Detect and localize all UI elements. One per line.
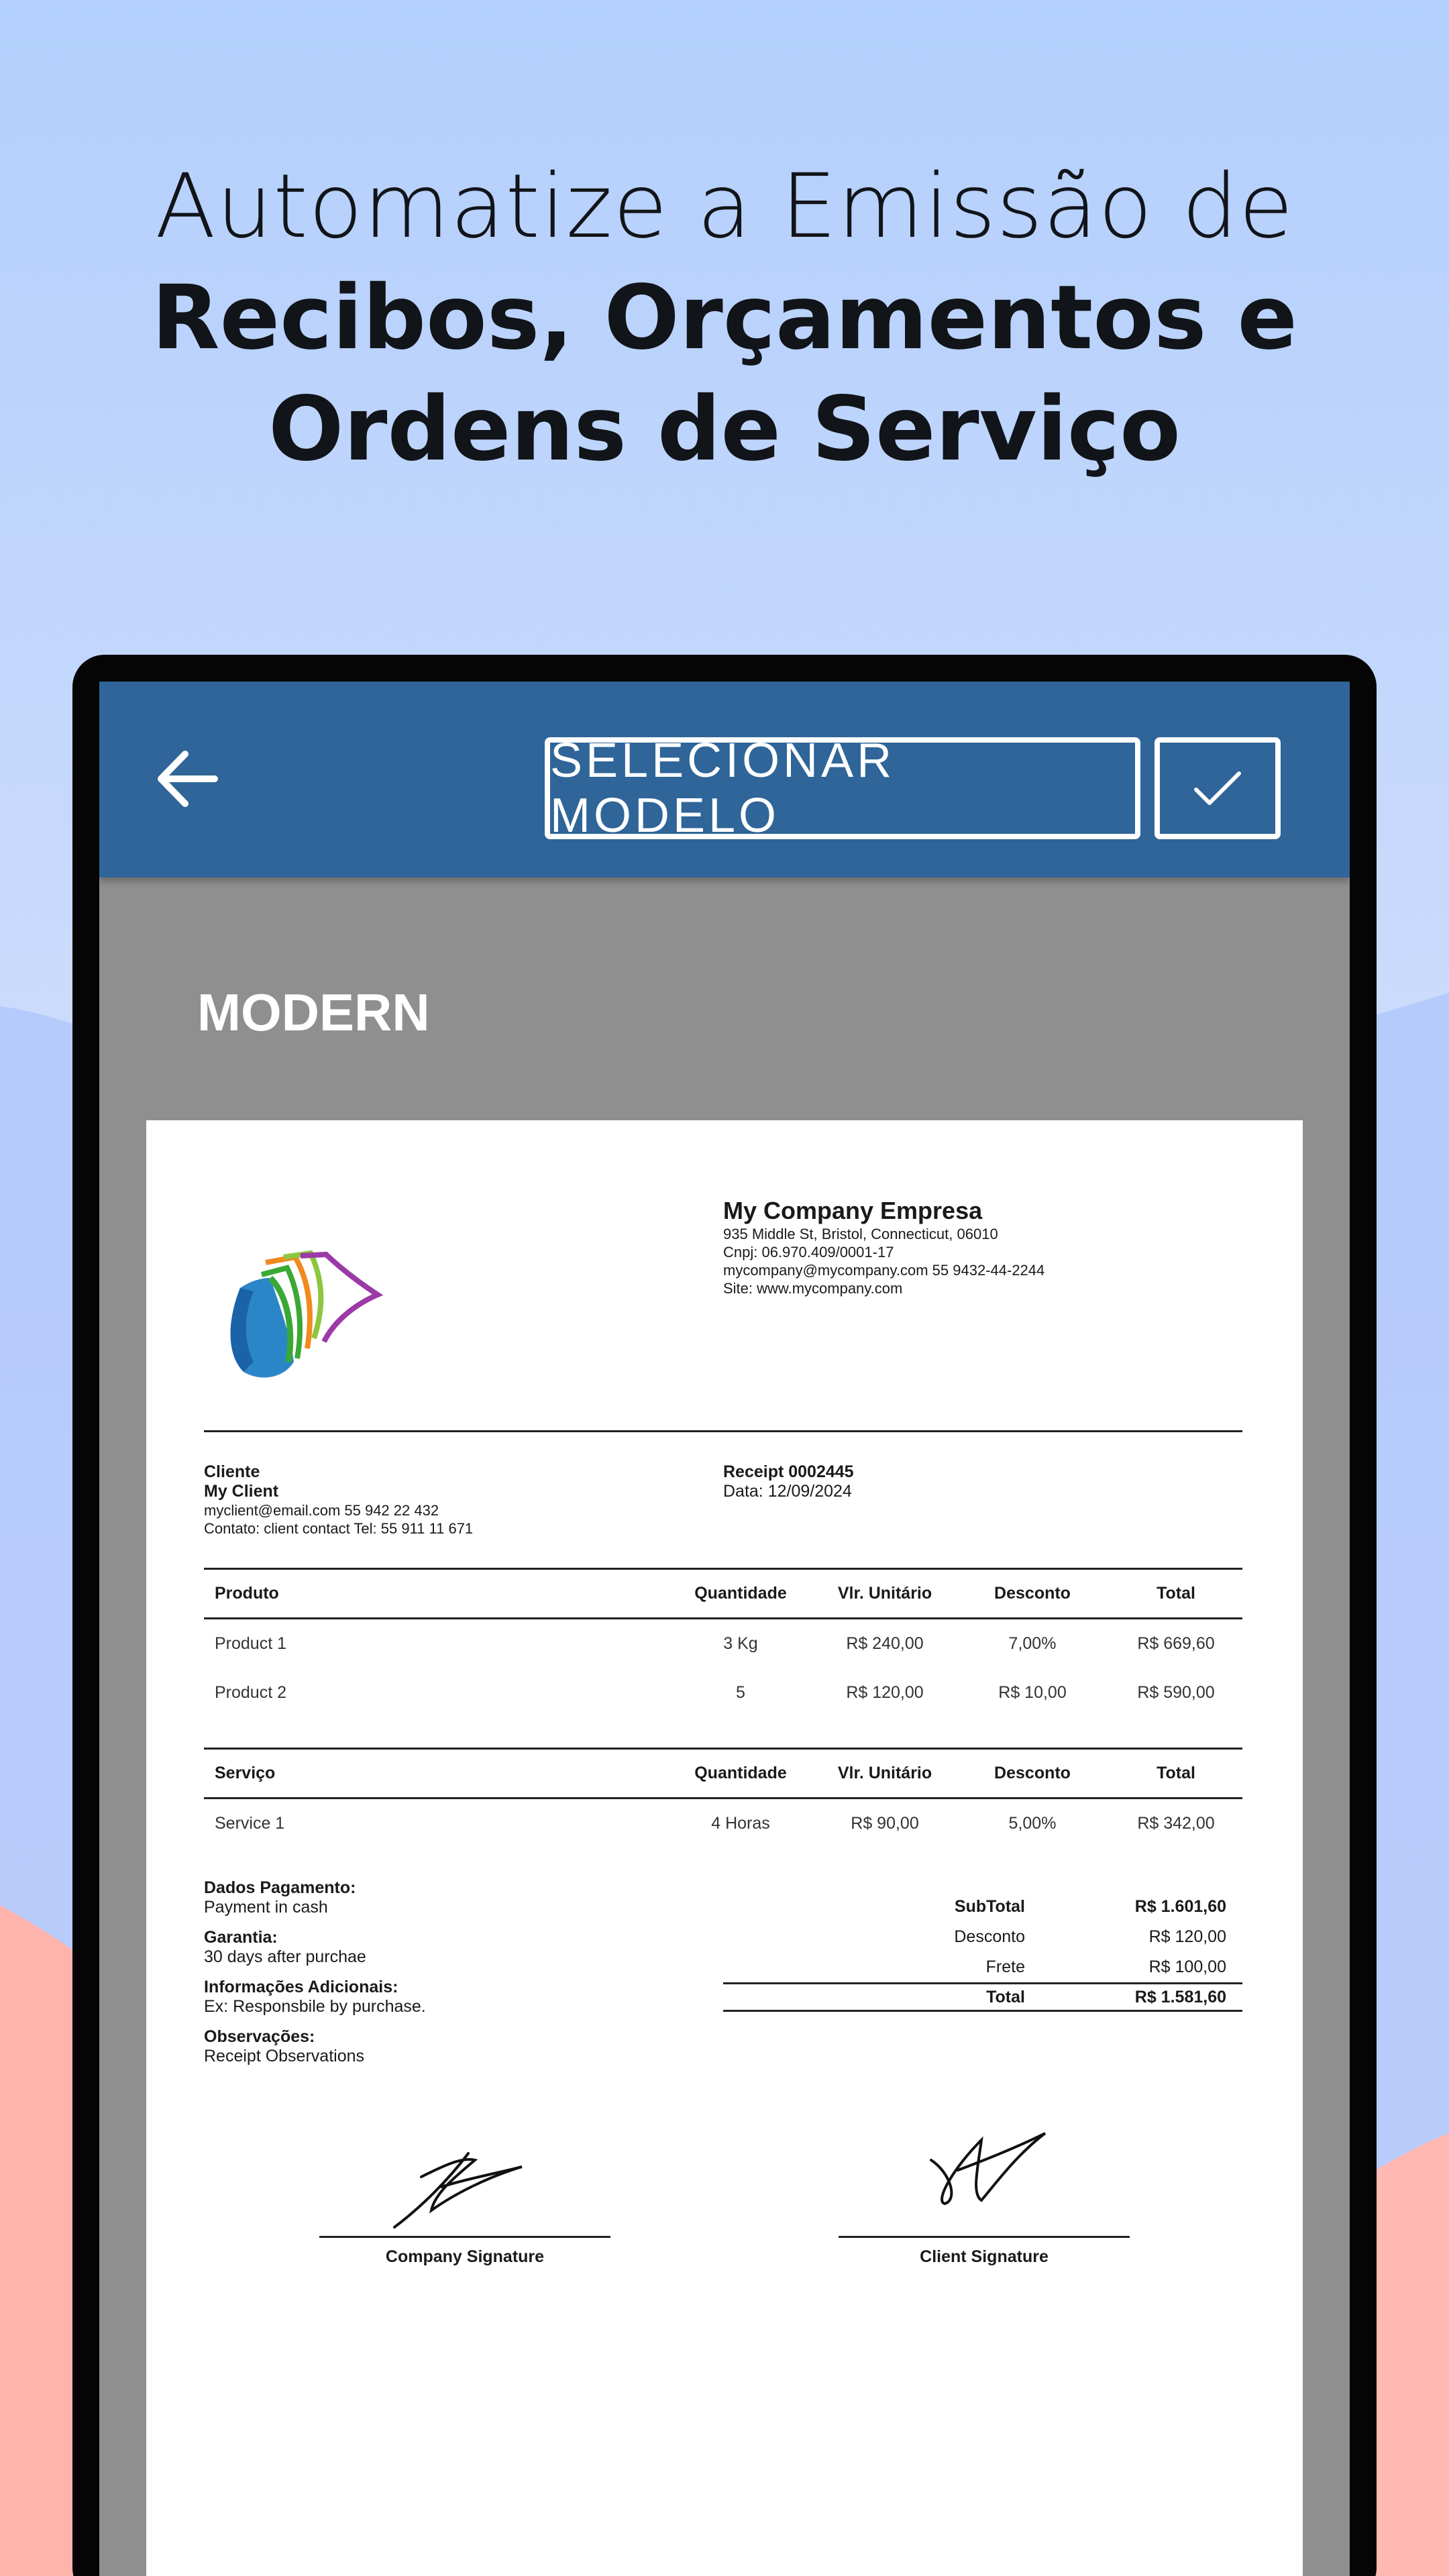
- products-header-row: [204, 1569, 1242, 1619]
- table-cell: 4 Horas: [711, 1813, 770, 1833]
- table-cell: 3 Kg: [723, 1633, 758, 1653]
- column-header: Serviço: [204, 1749, 667, 1799]
- company-signature-label: Company Signature: [385, 2247, 545, 2266]
- column-header: Total: [1110, 1749, 1242, 1799]
- total-value: R$ 1.581,60: [1134, 1987, 1226, 2006]
- table-cell: R$ 240,00: [846, 1633, 924, 1653]
- payment-value: Payment in cash: [204, 1898, 328, 1917]
- company-site: Site: www.mycompany.com: [723, 1280, 903, 1297]
- table-cell: 5: [736, 1683, 745, 1702]
- freight-row: [723, 1952, 1242, 1982]
- column-header: Vlr. Unitário: [814, 1749, 955, 1799]
- notes-value: Receipt Observations: [204, 2047, 365, 2065]
- company-logo-icon: [213, 1228, 388, 1395]
- warranty-label: Garantia:: [204, 1928, 278, 1947]
- company-contact: mycompany@mycompany.com 55 9432-44-2244: [723, 1262, 1045, 1279]
- table-row: [204, 1799, 1242, 1848]
- totals-block: [723, 1892, 1242, 2012]
- subtotal-row: [723, 1892, 1242, 1922]
- select-template-button[interactable]: SELECIONAR MODELO: [545, 737, 1140, 839]
- template-name: MODERN: [197, 983, 430, 1042]
- column-header: Desconto: [955, 1569, 1110, 1619]
- client-signature-label: Client Signature: [920, 2247, 1049, 2266]
- extra-info-value: Ex: Responsbile by purchase.: [204, 1997, 426, 2016]
- table-cell: R$ 669,60: [1137, 1633, 1215, 1653]
- client-signature: [839, 2120, 1130, 2267]
- table-row: [204, 1619, 1242, 1668]
- services-header-row: [204, 1749, 1242, 1799]
- freight-label: Frete: [985, 1957, 1025, 1976]
- column-header: Quantidade: [667, 1749, 814, 1799]
- confirm-button[interactable]: [1155, 737, 1281, 839]
- column-header: Total: [1110, 1569, 1242, 1619]
- checkmark-icon: [1191, 768, 1244, 808]
- table-cell: R$ 90,00: [851, 1813, 919, 1833]
- table-cell: R$ 342,00: [1137, 1813, 1215, 1833]
- company-signature: [319, 2120, 610, 2267]
- discount-value: R$ 120,00: [1148, 1927, 1226, 1946]
- app-screen: [99, 682, 1350, 2576]
- client-info: [204, 1462, 473, 1538]
- company-info: [723, 1197, 1044, 1297]
- subtotal-value: R$ 1.601,60: [1134, 1897, 1226, 1916]
- table-row: [204, 1668, 1242, 1718]
- column-header: Desconto: [955, 1749, 1110, 1799]
- services-table: [204, 1748, 1242, 1848]
- table-cell: 5,00%: [1008, 1813, 1057, 1833]
- total-row: [723, 1982, 1242, 2012]
- table-cell: R$ 590,00: [1137, 1683, 1215, 1702]
- client-email-phone: myclient@email.com 55 942 22 432: [204, 1502, 439, 1519]
- client-signature-line: [839, 2236, 1130, 2238]
- headline-line-1: Automatize a Emissão de: [155, 155, 1294, 258]
- document-preview[interactable]: [146, 1120, 1303, 2576]
- total-label: Total: [986, 1987, 1025, 2006]
- column-header: Vlr. Unitário: [814, 1569, 955, 1619]
- discount-label: Desconto: [954, 1927, 1025, 1946]
- table-cell: 7,00%: [1008, 1633, 1057, 1653]
- company-cnpj: Cnpj: 06.970.409/0001-17: [723, 1244, 894, 1260]
- client-contact: Contato: client contact Tel: 55 911 11 671: [204, 1520, 474, 1537]
- table-cell: Product 2: [215, 1683, 287, 1702]
- client-heading: Cliente: [204, 1462, 260, 1481]
- extra-info-label: Informações Adicionais:: [204, 1978, 398, 1996]
- table-cell: R$ 120,00: [846, 1683, 924, 1702]
- discount-row: [723, 1922, 1242, 1952]
- receipt-info: [723, 1462, 854, 1501]
- receipt-number: Receipt 0002445: [723, 1462, 854, 1481]
- back-button[interactable]: [153, 749, 220, 809]
- table-cell: Product 1: [215, 1633, 287, 1653]
- products-table: [204, 1568, 1242, 1718]
- company-signature-line: [319, 2236, 610, 2238]
- back-arrow-icon: [153, 749, 220, 809]
- table-cell: R$ 10,00: [998, 1683, 1067, 1702]
- payment-info: [204, 1878, 426, 2077]
- subtotal-label: SubTotal: [954, 1897, 1025, 1916]
- freight-value: R$ 100,00: [1148, 1957, 1226, 1976]
- headline-line-2: Recibos, Orçamentos e: [151, 266, 1297, 370]
- company-address: 935 Middle St, Bristol, Connecticut, 06010: [723, 1226, 998, 1242]
- notes-label: Observações:: [204, 2027, 315, 2046]
- app-bar: [99, 682, 1350, 877]
- company-name: My Company Empresa: [723, 1197, 983, 1224]
- header-divider: [204, 1430, 1242, 1432]
- warranty-value: 30 days after purchae: [204, 1947, 366, 1966]
- client-name: My Client: [204, 1482, 279, 1501]
- table-cell: Service 1: [215, 1813, 285, 1833]
- column-header: Quantidade: [667, 1569, 814, 1619]
- payment-label: Dados Pagamento:: [204, 1878, 356, 1897]
- column-header: Produto: [204, 1569, 667, 1619]
- receipt-date: Data: 12/09/2024: [723, 1482, 852, 1501]
- headline: [0, 151, 1449, 485]
- headline-line-3: Ordens de Serviço: [268, 378, 1181, 481]
